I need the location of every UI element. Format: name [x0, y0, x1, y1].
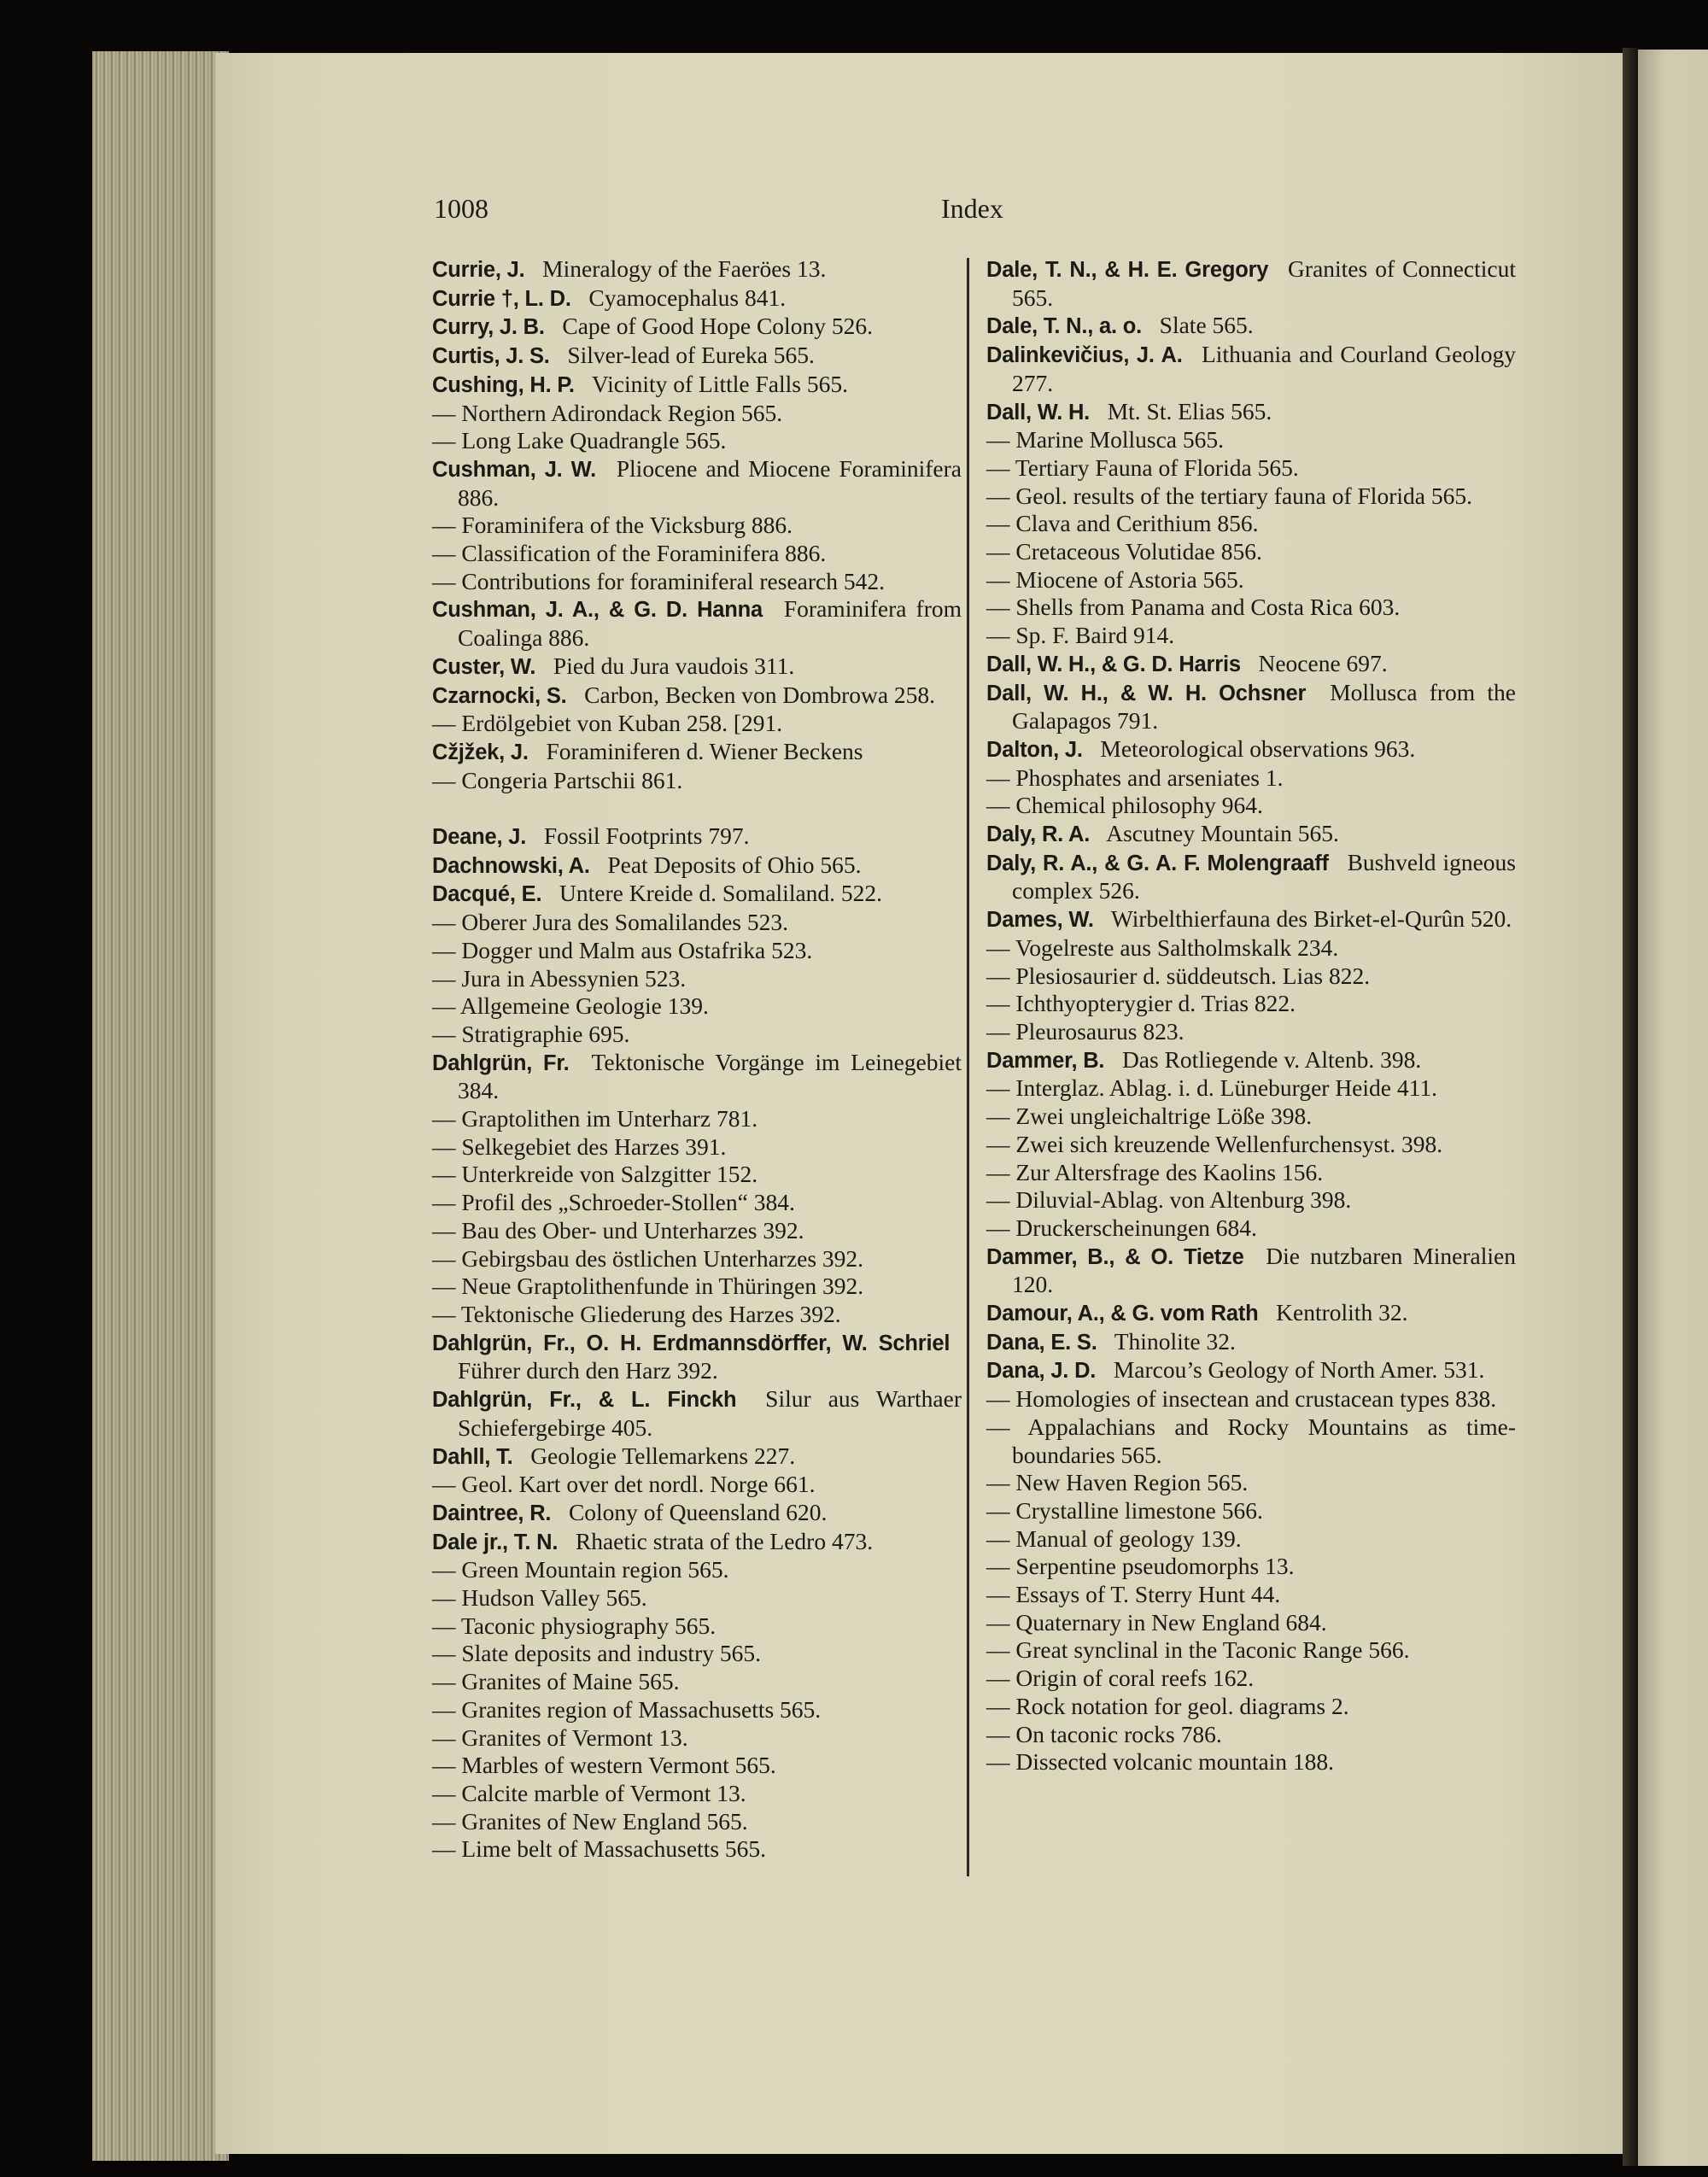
index-entry [986, 1525, 1516, 1554]
index-entry [432, 937, 962, 965]
entry-title: Mineralogy of the Faeröes 13. [542, 255, 827, 282]
entry-title: — Quaternary in New England 684. [986, 1608, 1327, 1636]
entry-title: Die nutzbaren Mineralien 120. [1012, 1242, 1516, 1298]
entry-title: — Tertiary Fauna of Florida 565. [986, 454, 1299, 481]
entry-title: — Jura in Abessynien 523. [432, 964, 687, 992]
entry-title: Mollusca from the Galapagos 791. [1012, 678, 1517, 734]
entry-title: Silur aus Warthaer Schiefergebirge 405. [458, 1385, 962, 1441]
entry-author: Dammer, B. [986, 1048, 1105, 1073]
entry-title: Cyamocephalus 841. [588, 284, 787, 311]
index-entry [432, 992, 962, 1021]
index-entry [986, 1328, 1516, 1357]
index-entry [986, 679, 1516, 735]
index-entry [432, 1105, 962, 1133]
page-number: 1008 [434, 193, 488, 224]
entry-title: — Granites of Maine 565. [432, 1668, 680, 1695]
index-column-right [986, 255, 1516, 1776]
index-entry [432, 653, 962, 682]
index-entry [986, 255, 1516, 312]
entry-title: Pliocene and Miocene Foraminifera 886. [458, 454, 962, 511]
entry-author: Curtis, J. S. [432, 344, 550, 369]
index-entry [432, 1724, 962, 1753]
index-entry [432, 1161, 962, 1189]
index-entry [432, 1528, 962, 1557]
index-entry [432, 1443, 962, 1472]
entry-author: Czarnocki, S. [432, 683, 567, 708]
index-entry [432, 822, 962, 851]
index-entry [432, 284, 962, 313]
index-entry [432, 1189, 962, 1217]
index-entry [986, 934, 1516, 963]
entry-title: — Dogger und Malm aus Ostafrika 523. [432, 936, 813, 963]
entry-title: Rhaetic strata of the Ledro 473. [575, 1527, 874, 1554]
entry-author: Damour, A., & G. vom Rath [986, 1302, 1259, 1326]
entry-title: — Diluvial-Ablag. von Altenburg 398. [986, 1186, 1352, 1214]
index-entry [986, 905, 1516, 934]
index-entry [986, 594, 1516, 622]
entry-author: Dana, E. S. [986, 1330, 1097, 1355]
index-entry [986, 398, 1516, 427]
entry-author: Dahlgrün, Fr., O. H. Erdmannsdörffer, W. Schriel [432, 1331, 951, 1355]
entry-title: — Appalachians and Rocky Mountains as time-boundaries 565. [986, 1413, 1516, 1468]
entry-title: — Allgemeine Geologie 139. [432, 992, 709, 1020]
entry-title: — Pleurosaurus 823. [986, 1017, 1184, 1045]
entry-author: Currie, J. [432, 258, 525, 282]
index-entry [432, 427, 962, 455]
index-entry [432, 568, 962, 596]
entry-author: Dall, W. H. [986, 400, 1091, 424]
entry-author: Dahlgrün, Fr., & L. Finckh [432, 1388, 737, 1413]
entry-title: — Unterkreide von Salzgitter 152. [432, 1161, 758, 1188]
index-entry [986, 1131, 1516, 1159]
index-entry [432, 1612, 962, 1641]
entry-title: Mt. St. Elias 565. [1107, 397, 1272, 424]
index-entry [432, 1245, 962, 1273]
entry-title: — Dissected volcanic mountain 188. [986, 1748, 1335, 1776]
index-entry [432, 767, 962, 795]
entry-title: — Contributions for foraminiferal research 542. [432, 567, 885, 594]
entry-title: Neocene 697. [1258, 649, 1388, 676]
entry-title: — Foraminifera of the Vicksburg 886. [432, 512, 793, 539]
entry-title: — On taconic rocks 786. [986, 1720, 1222, 1747]
entry-author: Dahll, T. [432, 1444, 513, 1469]
entry-author: Dahlgrün, Fr. [432, 1050, 570, 1075]
index-entry [432, 540, 962, 568]
index-entry [986, 1385, 1516, 1413]
entry-title: — Homologies of insectean and crustacean types 838. [986, 1385, 1497, 1413]
index-entry [986, 426, 1516, 454]
entry-author: Cushing, H. P. [432, 372, 575, 397]
entry-title: Colony of Queensland 620. [568, 1498, 828, 1525]
index-entry [432, 1808, 962, 1836]
entry-title: Marcou’s Geology of North Amer. 531. [1113, 1356, 1485, 1384]
running-head: Index [941, 193, 1003, 224]
entry-title: — Phosphates and arseniates 1. [986, 764, 1284, 791]
entry-author: Cžjžek, J. [432, 740, 529, 764]
entry-title: Führer durch den Harz 392. [458, 1357, 718, 1384]
index-entry [432, 1133, 962, 1162]
entry-title: — Plesiosaurier d. süddeutsch. Lias 822. [986, 962, 1371, 989]
index-entry [986, 849, 1516, 905]
entry-title: Carbon, Becken von Dombrowa 258. [584, 681, 936, 708]
entry-author: Dames, W. [986, 908, 1094, 933]
entry-title: Silver-lead of Eureka 565. [567, 342, 815, 369]
index-entry [986, 1469, 1516, 1497]
entry-title: — Chemical philosophy 964. [986, 792, 1263, 819]
entry-title: — Granites region of Massachusetts 565. [432, 1695, 822, 1723]
index-entry [986, 1299, 1516, 1328]
index-entry [432, 710, 962, 738]
index-entry [432, 512, 962, 540]
index-entry [986, 1046, 1516, 1075]
index-entry [432, 1049, 962, 1105]
index-entry [986, 963, 1516, 991]
entry-title: — Stratigraphie 695. [432, 1020, 630, 1047]
entry-title: — Essays of T. Sterry Hunt 44. [986, 1581, 1281, 1608]
index-entry [432, 1835, 962, 1864]
entry-title: — Hudson Valley 565. [432, 1584, 647, 1612]
index-entry [986, 312, 1516, 341]
index-entry [986, 622, 1516, 650]
entry-author: Dalton, J. [986, 737, 1083, 762]
index-entry [432, 1780, 962, 1808]
index-entry [986, 1074, 1516, 1103]
entry-title: — New Haven Region 565. [986, 1469, 1249, 1496]
entry-title: Geologie Tellemarkens 227. [530, 1442, 796, 1469]
index-entry [432, 371, 962, 400]
entry-title: — Druckerscheinungen 684. [986, 1214, 1257, 1241]
entry-title: — Origin of coral reefs 162. [986, 1665, 1255, 1692]
entry-title: — Northern Adirondack Region 565. [432, 399, 783, 426]
index-entry [986, 483, 1516, 511]
entry-author: Dall, W. H., & G. D. Harris [986, 652, 1241, 676]
entry-title: — Marbles of western Vermont 565. [432, 1752, 776, 1779]
index-entry [986, 650, 1516, 679]
entry-author: Dale jr., T. N. [432, 1530, 559, 1554]
entry-title: — Manual of geology 139. [986, 1524, 1242, 1552]
entry-author: Currie †, L. D. [432, 286, 571, 311]
entry-title: Wirbelthierfauna des Birket-el-Qurûn 520. [1110, 905, 1512, 933]
index-entry [986, 510, 1516, 538]
entry-title: — Green Mountain region 565. [432, 1556, 729, 1583]
entry-title: — Rock notation for geol. diagrams 2. [986, 1692, 1349, 1719]
entry-title: — Shells from Panama and Costa Rica 603. [986, 594, 1401, 621]
index-entry [986, 764, 1516, 793]
index-entry [986, 1665, 1516, 1693]
index-column-left [432, 255, 962, 1864]
entry-title: — Granites of Vermont 13. [432, 1723, 688, 1751]
entry-title: Pied du Jura vaudois 311. [553, 652, 795, 679]
entry-author: Daly, R. A., & G. A. F. Molengraaff [986, 851, 1329, 875]
entry-author: Dale, T. N., a. o. [986, 314, 1143, 339]
entry-title: — Crystalline limestone 566. [986, 1496, 1263, 1524]
index-entry [986, 820, 1516, 849]
index-entry [432, 1301, 962, 1329]
index-entry [432, 595, 962, 652]
entry-title: Das Rotliegende v. Altenb. 398. [1121, 1045, 1422, 1073]
index-entry [432, 342, 962, 371]
entry-title: — Graptolithen im Unterharz 781. [432, 1105, 758, 1132]
entry-title: — Selkegebiet des Harzes 391. [432, 1132, 727, 1160]
index-entry [432, 1217, 962, 1245]
entry-title: Lithuania and Courland Geology 277. [1012, 341, 1517, 396]
index-entry [432, 1696, 962, 1724]
index-entry [986, 1356, 1516, 1385]
entry-author: Dalinkevičius, J. A. [986, 343, 1183, 368]
entry-author: Dale, T. N., & H. E. Gregory [986, 258, 1269, 282]
index-entry [432, 1273, 962, 1301]
entry-title: Kentrolith 32. [1276, 1299, 1408, 1326]
entry-author: Dachnowski, A. [432, 853, 590, 878]
index-entry [432, 255, 962, 284]
index-entry [986, 454, 1516, 483]
entry-title: Tektonische Vorgänge im Leinegebiet 384. [458, 1048, 962, 1104]
index-entry [432, 1556, 962, 1584]
index-entry [432, 909, 962, 937]
index-entry [432, 1584, 962, 1612]
entry-title: — Serpentine pseudomorphs 13. [986, 1553, 1295, 1580]
index-entry [432, 1021, 962, 1049]
index-entry [986, 990, 1516, 1018]
index-entry [432, 400, 962, 428]
index-entry [986, 1159, 1516, 1187]
entry-author: Dall, W. H., & W. H. Ochsner [986, 681, 1307, 705]
index-entry [986, 735, 1516, 764]
entry-title: — Granites of New England 565. [432, 1807, 748, 1835]
index-entry [432, 965, 962, 993]
entry-title: Cape of Good Hope Colony 526. [562, 313, 873, 340]
index-entry [986, 1693, 1516, 1721]
index-entry [986, 1103, 1516, 1131]
index-entry [986, 1721, 1516, 1749]
index-entry [986, 1748, 1516, 1776]
index-entry [432, 851, 962, 881]
entry-title: — Profil des „Schroeder-Stollen“ 384. [432, 1189, 795, 1216]
index-entry [432, 1329, 962, 1385]
entry-title: — Zwei sich kreuzende Wellenfurchensyst. 398. [986, 1130, 1443, 1157]
entry-author: Dammer, B., & O. Tietze [986, 1244, 1244, 1269]
entry-title: Bushveld igneous complex 526. [1012, 848, 1516, 904]
entry-title: — Clava and Cerithium 856. [986, 510, 1259, 537]
entry-title: — Marine Mollusca 565. [986, 426, 1225, 454]
entry-title: — Geol. Kart over det nordl. Norge 661. [432, 1471, 816, 1498]
entry-title: — Lime belt of Massachusetts 565. [432, 1835, 767, 1863]
entry-title: — Taconic physiography 565. [432, 1612, 717, 1639]
index-entry [986, 1497, 1516, 1525]
entry-title: — Erdölgebiet von Kuban 258. [291. [432, 710, 783, 737]
index-entry [986, 1186, 1516, 1214]
entry-title: Untere Kreide d. Somaliland. 522. [559, 880, 883, 907]
index-entry [432, 1385, 962, 1442]
entry-title: Foraminifera from Coalinga 886. [458, 595, 962, 652]
index-entry [432, 1499, 962, 1528]
index-entry [432, 1752, 962, 1780]
entry-title: — Classification of the Foraminifera 886. [432, 540, 827, 567]
index-entry [986, 538, 1516, 566]
entry-author: Dana, J. D. [986, 1359, 1097, 1384]
index-entry [986, 566, 1516, 594]
entry-title: Slate 565. [1159, 312, 1254, 339]
index-entry [986, 1609, 1516, 1637]
entry-title: Vicinity of Little Falls 565. [591, 370, 848, 397]
index-entry [986, 1581, 1516, 1609]
entry-author: Curry, J. B. [432, 315, 545, 340]
entry-title: — Neue Graptolithenfunde in Thüringen 392. [432, 1273, 864, 1300]
entry-title: — Interglaz. Ablag. i. d. Lüneburger Heide 411. [986, 1074, 1437, 1102]
entry-title: — Tektonische Gliederung des Harzes 392. [432, 1301, 841, 1327]
entry-title: — Geol. results of the tertiary fauna of Florida 565. [986, 482, 1472, 509]
book-page-edges [92, 51, 229, 2161]
entry-title: Granites of Connecticut 565. [1012, 255, 1517, 311]
entry-title: — Cretaceous Volutidae 856. [986, 538, 1262, 565]
entry-title: Thinolite 32. [1114, 1327, 1236, 1355]
column-divider [967, 258, 969, 1876]
entry-title: — Sp. F. Baird 914. [986, 622, 1175, 649]
entry-title: — Zwei ungleichaltrige Löße 398. [986, 1103, 1313, 1130]
entry-author: Dacqué, E. [432, 882, 542, 907]
entry-title: Foraminiferen d. Wiener Beckens [546, 737, 863, 764]
entry-title: Fossil Footprints 797. [543, 822, 750, 850]
entry-author: Cushman, J. A., & G. D. Hanna [432, 598, 763, 623]
entry-title: — Miocene of Astoria 565. [986, 565, 1244, 593]
index-entry [986, 1214, 1516, 1243]
section-gap [432, 794, 962, 822]
entry-author: Daintree, R. [432, 1501, 552, 1525]
index-entry [432, 313, 962, 342]
index-entry [986, 1553, 1516, 1581]
index-entry [986, 341, 1516, 397]
entry-author: Cushman, J. W. [432, 457, 596, 482]
entry-title: — Oberer Jura des Somalilandes 523. [432, 909, 788, 936]
entry-author: Deane, J. [432, 825, 527, 850]
index-entry [432, 738, 962, 767]
entry-title: — Long Lake Quadrangle 565. [432, 427, 727, 454]
facing-page-edge [1638, 50, 1708, 2166]
index-entry [432, 1471, 962, 1499]
entry-title: — Bau des Ober- und Unterharzes 392. [432, 1216, 804, 1244]
index-entry [432, 455, 962, 512]
entry-title: Peat Deposits of Ohio 565. [607, 851, 862, 878]
entry-author: Custer, W. [432, 654, 536, 679]
index-entry [986, 1243, 1516, 1299]
index-entry [432, 682, 962, 711]
entry-title: — Zur Altersfrage des Kaolins 156. [986, 1158, 1324, 1185]
index-entry [432, 1668, 962, 1696]
index-entry [986, 1018, 1516, 1046]
entry-title: — Congeria Partschii 861. [432, 766, 683, 793]
entry-title: — Gebirgsbau des östlichen Unterharzes 392. [432, 1244, 864, 1272]
entry-title: — Great synclinal in the Taconic Range 566. [986, 1636, 1410, 1664]
entry-author: Daly, R. A. [986, 822, 1091, 847]
entry-title: — Slate deposits and industry 565. [432, 1640, 761, 1667]
index-entry [986, 1413, 1516, 1469]
entry-title: — Calcite marble of Vermont 13. [432, 1779, 746, 1806]
index-entry [432, 880, 962, 909]
index-entry [986, 792, 1516, 820]
index-entry [432, 1640, 962, 1668]
entry-title: Ascutney Mountain 565. [1106, 820, 1339, 847]
index-entry [986, 1636, 1516, 1665]
entry-title: Meteorological observations 963. [1100, 734, 1416, 762]
entry-title: — Ichthyopterygier d. Trias 822. [986, 990, 1296, 1017]
entry-title: — Vogelreste aus Saltholmskalk 234. [986, 933, 1339, 961]
